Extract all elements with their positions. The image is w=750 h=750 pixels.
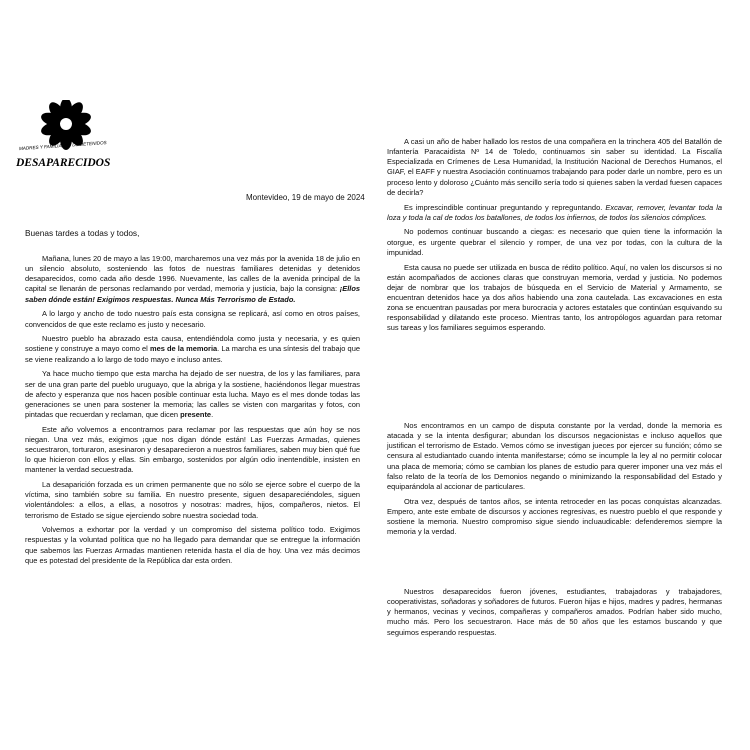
left-column — [25, 254, 360, 571]
right-paragraph-1: A casi un año de haber hallado los restos de una compañera en la trinchera 405 del Batallón de Infantería Paracaidista Nº 14 de Toledo, continuamos sin saber su identidad. La Fiscalía Especializada en Crímenes de Lesa Humanidad, la Institución Nacional de Derechos Humanos, el GIAF, el EAFF y nuestra Asociación continuamos trabajando para poder darle un nombre, pero es un proceso lento y doloroso ¿Cuánto más sencillo sería todo si quienes saben la verdad fuesen capaces de decirla? — [387, 137, 722, 197]
left-paragraph-2: A lo largo y ancho de todo nuestro país esta consigna se replicará, así como en otros países, convencidos de que este reclamo es justo y necesario. — [25, 309, 360, 329]
right-block-1 — [387, 137, 722, 338]
left-paragraph-5: Este año volvemos a encontrarnos para reclamar por las respuestas que aún hoy se nos niegan. Una vez más, exigimos ¡que nos digan dónde están! Las Fuerzas Armadas, quienes secuestraron, torturaron, asesinaron y desaparecieron a nuestros familiares, saben muy bien qué fue lo que hicieron con ellos y ellas. Sin embargo, sostenidos por algún odio inentendible, insisten en mantener la verdad secuestrada. — [25, 424, 360, 475]
left-paragraph-7: Volvemos a exhortar por la verdad y un compromiso del sistema político todo. Exigimos respuestas y la voluntad política que no ha llegado para demandar que se entregue la información que sabemos las Fuerzas Armadas mantienen retenida hasta el día de hoy. Una vez más decimos que es potestad del presidente de la República dar esta orden. — [25, 525, 360, 565]
right-paragraph-5: Nos encontramos en un campo de disputa constante por la verdad, donde la memoria es atacada y se la intenta desfigurar; abundan los discursos negacionistas e incluso aquellos que justifican el terrorismo de Estado. Vemos cómo se investigan jueces por ejercer su función; cómo se censura al estudiantado cuando intenta manifestarse; cómo se incumple la ley al no permitir colocar una placa de memoria; cómo se cambian los planes de estudio para querer imponer una vez más el falso relato de la teoría de los Demonios negando o minimizando la responsabilidad del Estado y equiparándola al accionar de particulares. — [387, 421, 722, 491]
slogan: ¡Ellos saben dónde están! Exigimos respuestas. Nunca Más Terrorismo de Estado. — [25, 284, 360, 304]
right-paragraph-6: Otra vez, después de tantos años, se intenta retroceder en las pocas conquistas alcanzadas. Empero, ante este embate de discursos y acciones regresivas, es nuestro pueblo el que responde y sostiene la memoria. Nuestro compromiso sigue siendo incluaudicable: defenderemos siempre la memoria y la verdad. — [387, 496, 722, 537]
greeting: Buenas tardes a todas y todos, — [25, 228, 140, 238]
logo-bottom-text: DESAPARECIDOS — [16, 157, 111, 169]
left-paragraph-3: Nuestro pueblo ha abrazado esta causa, entendiéndola como justa y necesaria, y es quien sostiene y construye a mayo como el mes de la memoria. La marcha es una síntesis del trabajo que se viene realizando a lo largo de todo mayo e incluso antes. — [25, 334, 360, 364]
right-paragraph-4: Esta causa no puede ser utilizada en busca de rédito político. Aquí, no valen los discursos si no están acompañados de acciones claras que construyan memoria, verdad y justicia. No podemos dejar de nombrar que los trabajos de búsqueda en el Servicio de Material y Armamento, se encuentran detenidos hace ya dos años habiendo una zona cautelada. Las excavaciones en esta zona se encuentran pausadas por mera burocracia y actores estatales que continúan esquivando su responsabilidad y dilatando este proceso. Mientras tanto, los antropólogos aguardan para retomar sus tareas y los familiares seguimos esperando. — [387, 262, 722, 333]
right-block-2 — [387, 421, 722, 542]
right-page — [375, 0, 750, 750]
letter-date: Montevideo, 19 de mayo de 2024 — [246, 193, 365, 202]
right-paragraph-3: No podemos continuar buscando a ciegas: es necesario que quien tiene la información la otorgue, es urgente quebrar el silencio y romper, de una vez por todas, con la cultura de la impunidad. — [387, 227, 722, 257]
right-paragraph-7: Nuestros desaparecidos fueron jóvenes, estudiantes, trabajadoras y trabajadores, cooperativistas, soñadoras y soñadores de futuros. Fueron hijas e hijos, madres y padres, hermanas y hermanos, vecinas y vecinos, compañeras y compañeros amados. Podrían haber sido mucho, mucho más. Pero los secuestraron. Hace más de 50 años que les estamos buscando y que seguimos esperando respuestas. — [387, 587, 722, 637]
left-paragraph-4: Ya hace mucho tiempo que esta marcha ha dejado de ser nuestra, de los y las familiares, para ser de una gran parte del pueblo uruguayo, que la abriga y la sostiene, haciéndonos llegar muestras de afecto y esperanza que nos hacen posible continuar esta lucha. Mayo es el mes donde todas las generaciones se unen para sostener la memoria; las calles se visten con margaritas y fotos, con pintadas que recuerdan y reclaman, que dicen presente. — [25, 369, 360, 419]
right-paragraph-2: Es imprescindible continuar preguntando y repreguntando. Excavar, remover, levantar toda la loza y toda la cal de todos los batallones, de todos los infiernos, de todos los silencios cómplices. — [387, 202, 722, 222]
left-paragraph-6: La desaparición forzada es un crimen permanente que no sólo se ejerce sobre el cuerpo de la víctima, sino también sobre su familia. En nuestro presente, siguen desapareciéndoles, siguen violentándoles: a ellos, a ellas, a nosotros y nosotras: madres, hijos, compañeros, nietos. El terrorismo de Estado se sigue ejerciendo sobre nuestra sociedad toda. — [25, 480, 360, 520]
flower-logo-icon — [14, 100, 114, 180]
logo-top-text: MADRES Y FAMILIARES DE DETENIDOS — [18, 140, 107, 152]
right-block-3 — [387, 587, 722, 642]
left-paragraph-1: Mañana, lunes 20 de mayo a las 19:00, marcharemos una vez más por la avenida 18 de julio en un silencio absoluto, sosteniendo las fotos de nuestras familiares detenidas y detenidos desaparecidos, como cada año desde 1996. Nuevamente, las calles de la avenida principal de la capital se llenarán de personas reclamando por verdad, memoria y justicia, bajo la consigna: ¡Ellos saben dónde están! Exigimos respuestas. Nunca Más Terrorismo de Estado. — [25, 254, 360, 304]
